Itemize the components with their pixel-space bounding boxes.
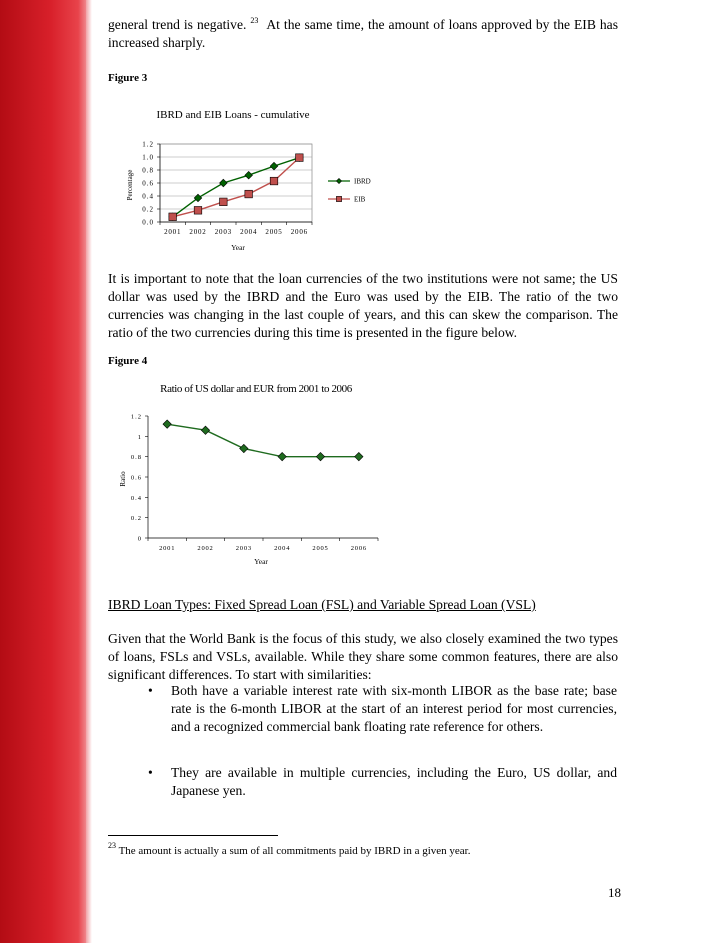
x-tick-label: 2006 [290,228,308,236]
footnote-number: 23 [108,841,116,850]
similarities-paragraph: Given that the World Bank is the focus of this study, we also closely examined the two types of loans, FSLs and VSLs, available. While they share some common features, there are also significant differences. To start with similarities: [108,631,618,682]
currency-paragraph: It is important to note that the loan currencies of the two institutions were not same; the US dollar was used by the IBRD and the Euro was used by the EIB. The ratio of the two currencies was changing in the last couple of years, and this can skew the comparison. The ratio of the two currencies during this time is presented in the figure below. [108,271,618,340]
y-tick-label: 1.2 [130,413,142,421]
series-point-ratio [201,426,209,434]
series-line-ratio [167,424,359,457]
footnote [108,841,471,857]
x-tick-label: 2003 [214,228,232,236]
x-tick-label: 2005 [312,545,329,552]
red-margin-fade [86,0,92,943]
series-point-ratio [278,452,286,460]
series-point-eib [194,207,202,215]
intro-paragraph [108,16,618,52]
section-heading: IBRD Loan Types: Fixed Spread Loan (FSL) and Variable Spread Loan (VSL) [108,597,536,612]
red-margin-bar [0,0,92,943]
x-tick-label: 2003 [235,545,252,552]
series-point-ratio [240,444,248,452]
x-tick-label: 2006 [350,545,367,552]
figure3-label: Figure 3 [108,72,148,84]
footnote-text: The amount is actually a sum of all commitments paid by IBRD in a given year. [118,845,471,857]
series-point-ratio [355,452,363,460]
figure3-ylabel: Percentage [126,169,134,201]
y-tick-label: 0.6 [130,474,142,482]
series-point-ibrd [245,171,253,179]
footnote-rule [108,835,278,836]
x-tick-label: 2004 [240,228,258,236]
figure3-title: IBRD and EIB Loans - cumulative [156,109,310,121]
legend-label: IBRD [354,177,371,186]
y-tick-label: 0.4 [142,192,154,201]
figure4-title: Ratio of US dollar and EUR from 2001 to 2006 [160,383,352,395]
intro-text-after: At the same time, the amount of loans approved by the EIB has increased sharply. [108,17,619,50]
figure4-label: Figure 4 [108,355,148,367]
series-point-ratio [163,420,171,428]
plot-area [148,416,378,538]
bullet-dot: • [148,683,153,698]
series-point-ibrd [220,179,228,187]
x-tick-label: 2002 [197,545,214,552]
y-tick-label: 1.0 [142,153,154,162]
series-point-eib [270,177,278,185]
y-tick-label: 0.8 [142,166,154,175]
y-tick-label: 0.6 [142,179,154,188]
y-tick-label: 0.4 [130,494,142,502]
y-tick-label: 0.2 [130,515,142,523]
page-number: 18 [608,885,621,900]
figure3-chart [108,96,618,256]
legend-marker [336,178,341,183]
y-tick-label: 0.0 [142,218,154,227]
x-tick-label: 2002 [189,228,207,236]
series-line-ibrd [173,158,300,217]
x-tick-label: 2001 [164,228,182,236]
figure4-xlabel: Year [254,557,268,566]
footnote-ref: 23 [250,16,259,25]
series-point-eib [296,154,304,162]
y-tick-label: 0.2 [142,205,154,214]
x-tick-label: 2005 [265,228,283,236]
series-line-eib [173,158,300,217]
legend-marker [336,196,341,201]
bullet-text: They are available in multiple currencies, including the Euro, US dollar, and Japanese yen. [171,765,617,798]
y-tick-label: 1 [137,433,142,441]
figure4-chart [108,372,618,572]
y-tick-label: 0 [137,535,142,543]
bullet-dot: • [148,765,153,780]
legend-label: EIB [354,195,366,204]
y-tick-label: 1.2 [142,140,154,149]
series-point-ibrd [270,162,278,170]
figure3-xlabel: Year [231,243,245,252]
x-tick-label: 2001 [159,545,176,552]
series-point-eib [245,190,253,198]
y-tick-label: 0.8 [130,454,142,462]
bullet-text: Both have a variable interest rate with six-month LIBOR as the base rate; base rate is the 6-month LIBOR at the start of an interest period for most currencies, and a recognized commercial bank floating rate reference for others. [171,683,617,734]
series-point-eib [169,213,177,221]
x-tick-label: 2004 [274,545,291,552]
series-point-eib [220,198,228,206]
figure4-ylabel: Ratio [119,471,127,487]
intro-text-before: general trend is negative. [108,17,247,32]
series-point-ratio [316,452,324,460]
